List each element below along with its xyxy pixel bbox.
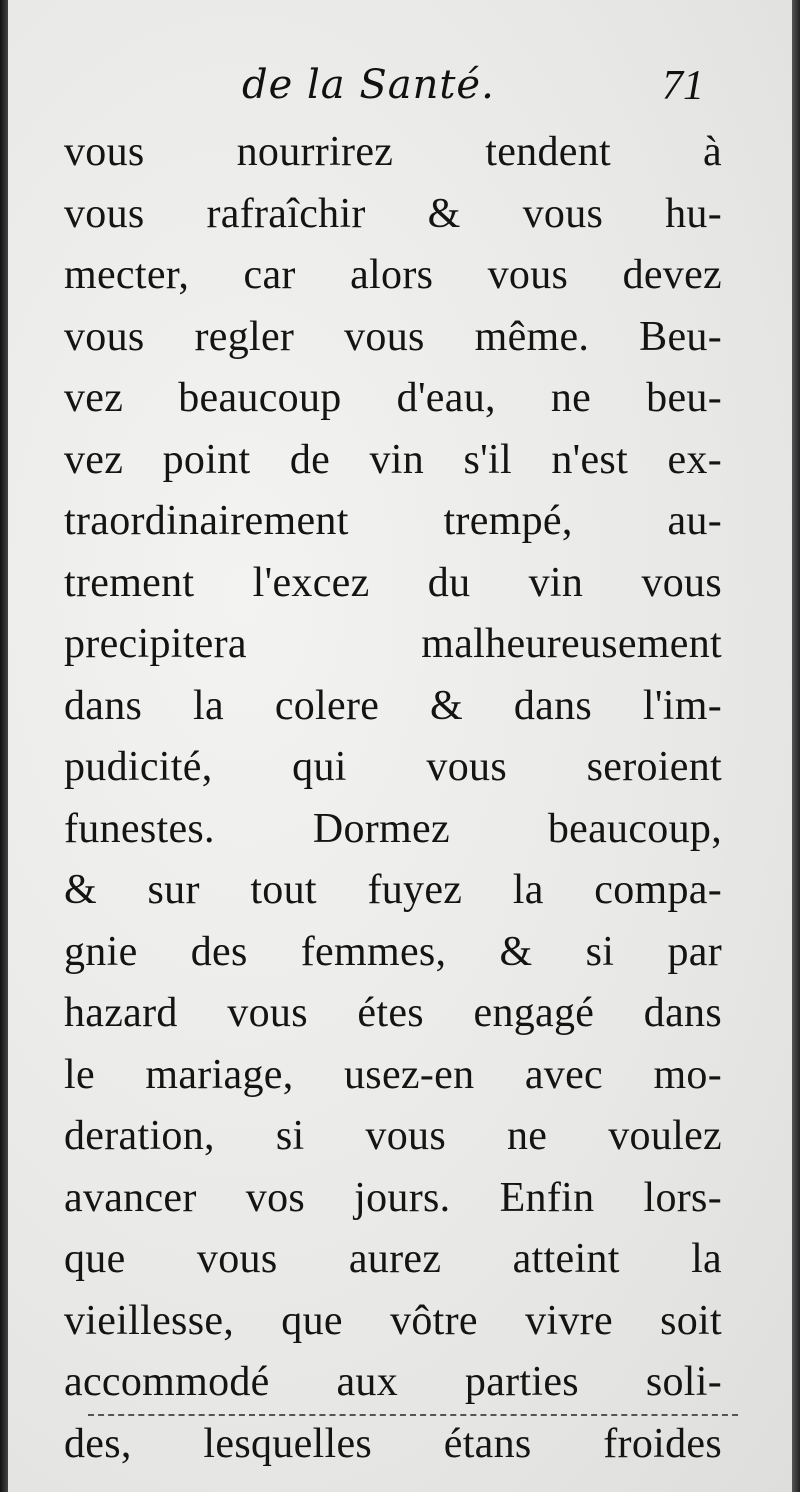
text-line: pudicité, qui vous seroient: [64, 744, 722, 790]
text-line: traordinairement trempé, au-: [64, 498, 722, 544]
text-line: que vous aurez atteint la: [64, 1236, 722, 1282]
text-line: precipitera malheureusement: [64, 621, 722, 667]
book-gutter-edge: [0, 0, 8, 1492]
book-page: [8, 0, 792, 1492]
text-line: vieillesse, que vôtre vivre soit: [64, 1297, 722, 1344]
text-line: dans la colere & dans l'im-: [64, 682, 722, 729]
text-line: & sur tout fuyez la compa-: [64, 867, 722, 913]
text-line: mecter, car alors vous devez: [64, 252, 722, 298]
running-title: de la Santé.: [242, 62, 495, 108]
text-line: vous rafraîchir & vous hu-: [64, 190, 722, 237]
text-line: funestes. Dormez beaucoup,: [64, 805, 722, 852]
text-line: avancer vos jours. Enfin lors-: [64, 1174, 722, 1221]
body-text: [64, 122, 722, 1475]
text-line: des, lesquelles étans froides: [64, 1420, 722, 1467]
text-line: vez point de vin s'il n'est ex-: [64, 436, 722, 483]
text-line: deration, si vous ne voulez: [64, 1113, 722, 1159]
text-line: trement l'excez du vin vous: [64, 559, 722, 606]
running-head: [8, 62, 792, 122]
text-line: hazard vous étes engagé dans: [64, 990, 722, 1036]
text-line: vous nourrirez tendent à: [64, 129, 722, 175]
text-line: le mariage, usez-en avec mo-: [64, 1051, 722, 1098]
page-number: 71: [662, 63, 704, 109]
text-line: vez beaucoup d'eau, ne beu-: [64, 375, 722, 421]
book-fore-edge: [792, 0, 800, 1492]
text-line: vous regler vous même. Beu-: [64, 313, 722, 360]
text-line: accommodé aux parties soli-: [64, 1359, 722, 1405]
text-line: gnie des femmes, & si par: [64, 928, 722, 975]
catchword-rule: [88, 1414, 738, 1416]
